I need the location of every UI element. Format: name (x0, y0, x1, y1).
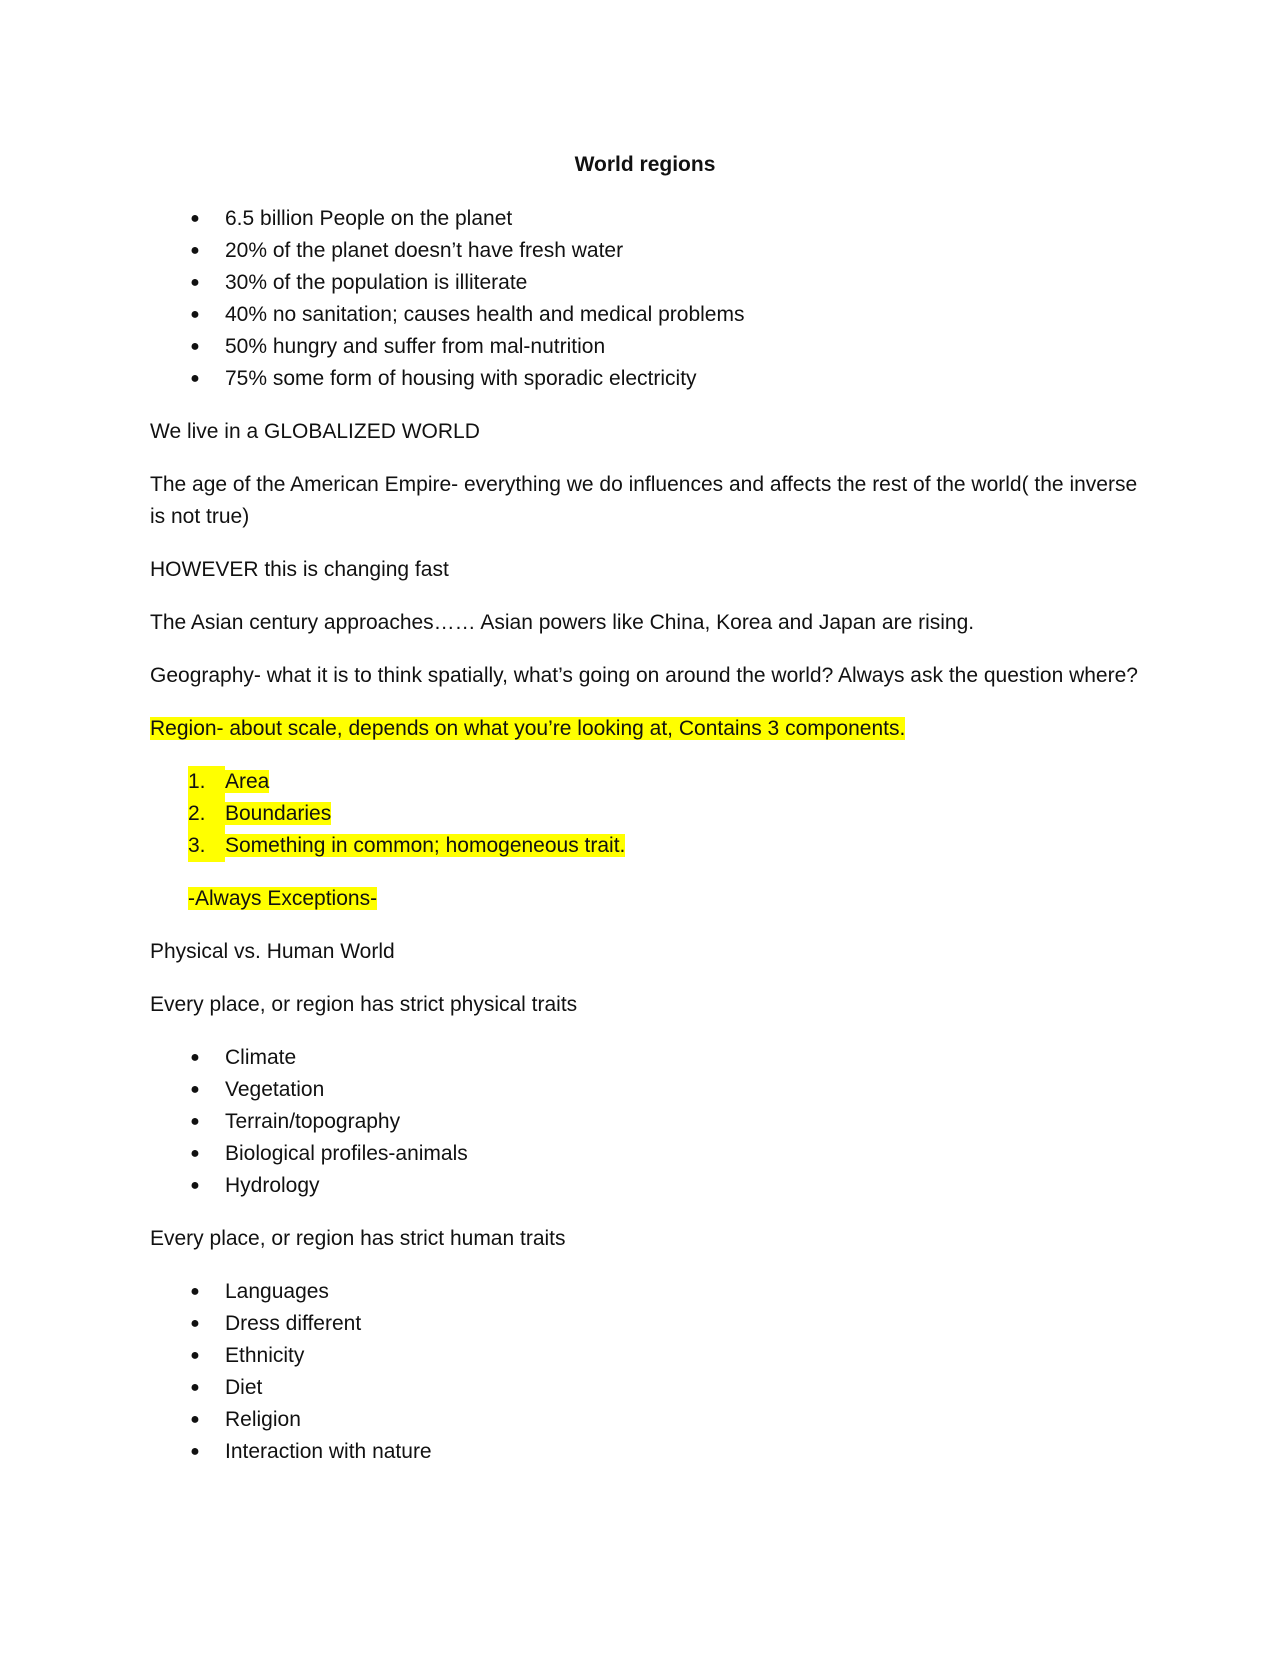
paragraph-geography: Geography- what it is to think spatially, what’s going on around the world? Always ask the question where? (150, 664, 1138, 687)
bullet-icon: ● (190, 1379, 200, 1396)
list-item: ● Religion (150, 1404, 1140, 1436)
bullet-icon: ● (190, 1081, 200, 1098)
bullet-icon: ● (190, 370, 200, 387)
bullet-icon: ● (190, 1411, 200, 1428)
paragraph-american-empire: The age of the American Empire- everything we do influences and affects the rest of the world( the inverse is not true) (150, 473, 1138, 528)
list-item: ● 50% hungry and suffer from mal-nutrition (150, 331, 1140, 363)
highlighted-text: Something in common; homogeneous trait. (225, 834, 626, 857)
list-item: ● 40% no sanitation; causes health and medical problems (150, 299, 1140, 331)
list-item (150, 830, 1140, 862)
paragraph-physical-traits: Every place, or region has strict physical traits (150, 993, 578, 1016)
highlighted-text: -Always Exceptions- (188, 887, 378, 910)
list-item: ● Hydrology (150, 1170, 1140, 1202)
list-item: ● Diet (150, 1372, 1140, 1404)
highlighted-text: Boundaries (225, 802, 332, 825)
document-title: World regions (574, 153, 716, 176)
bullet-icon: ● (190, 338, 200, 355)
bullet-icon: ● (190, 1283, 200, 1300)
list-number: 1. (188, 766, 225, 798)
list-item: ● 75% some form of housing with sporadic electricity (150, 363, 1140, 395)
list-item: ● 6.5 billion People on the planet (150, 203, 1140, 235)
bullet-icon: ● (190, 274, 200, 291)
exceptions-note (188, 883, 1140, 915)
bullet-icon: ● (190, 1443, 200, 1460)
list-item: ● Ethnicity (150, 1340, 1140, 1372)
bullet-icon: ● (190, 210, 200, 227)
list-item: ● Languages (150, 1276, 1140, 1308)
bullet-icon: ● (190, 242, 200, 259)
bullet-icon: ● (190, 306, 200, 323)
list-item: ● Terrain/topography (150, 1106, 1140, 1138)
components-list (150, 766, 1140, 862)
list-item: ● 30% of the population is illiterate (150, 267, 1140, 299)
bullet-icon: ● (190, 1315, 200, 1332)
highlighted-text: Region- about scale, depends on what you’re looking at, Contains 3 components. (150, 717, 906, 740)
bullet-icon: ● (190, 1113, 200, 1130)
list-item: ● Dress different (150, 1308, 1140, 1340)
bullet-icon: ● (190, 1049, 200, 1066)
paragraph-human-traits: Every place, or region has strict human traits (150, 1227, 566, 1250)
bullet-icon: ● (190, 1145, 200, 1162)
list-number: 3. (188, 830, 225, 862)
bullet-icon: ● (190, 1347, 200, 1364)
list-item: ● 20% of the planet doesn’t have fresh water (150, 235, 1140, 267)
paragraph-however: HOWEVER this is changing fast (150, 558, 449, 581)
paragraph-physical-vs-human: Physical vs. Human World (150, 940, 395, 963)
list-item: ● Interaction with nature (150, 1436, 1140, 1468)
document-page (150, 150, 1140, 1489)
stats-list (150, 203, 1140, 395)
human-traits-list (150, 1276, 1140, 1468)
paragraph-globalized: We live in a GLOBALIZED WORLD (150, 420, 480, 443)
physical-traits-list (150, 1042, 1140, 1202)
paragraph-region (150, 713, 1140, 745)
list-item (150, 798, 1140, 830)
list-item: ● Climate (150, 1042, 1140, 1074)
highlighted-text: Area (225, 770, 270, 793)
list-item (150, 766, 1140, 798)
list-item: ● Biological profiles-animals (150, 1138, 1140, 1170)
paragraph-asian-century: The Asian century approaches…… Asian powers like China, Korea and Japan are rising. (150, 611, 975, 634)
list-number: 2. (188, 798, 225, 830)
list-item: ● Vegetation (150, 1074, 1140, 1106)
bullet-icon: ● (190, 1177, 200, 1194)
